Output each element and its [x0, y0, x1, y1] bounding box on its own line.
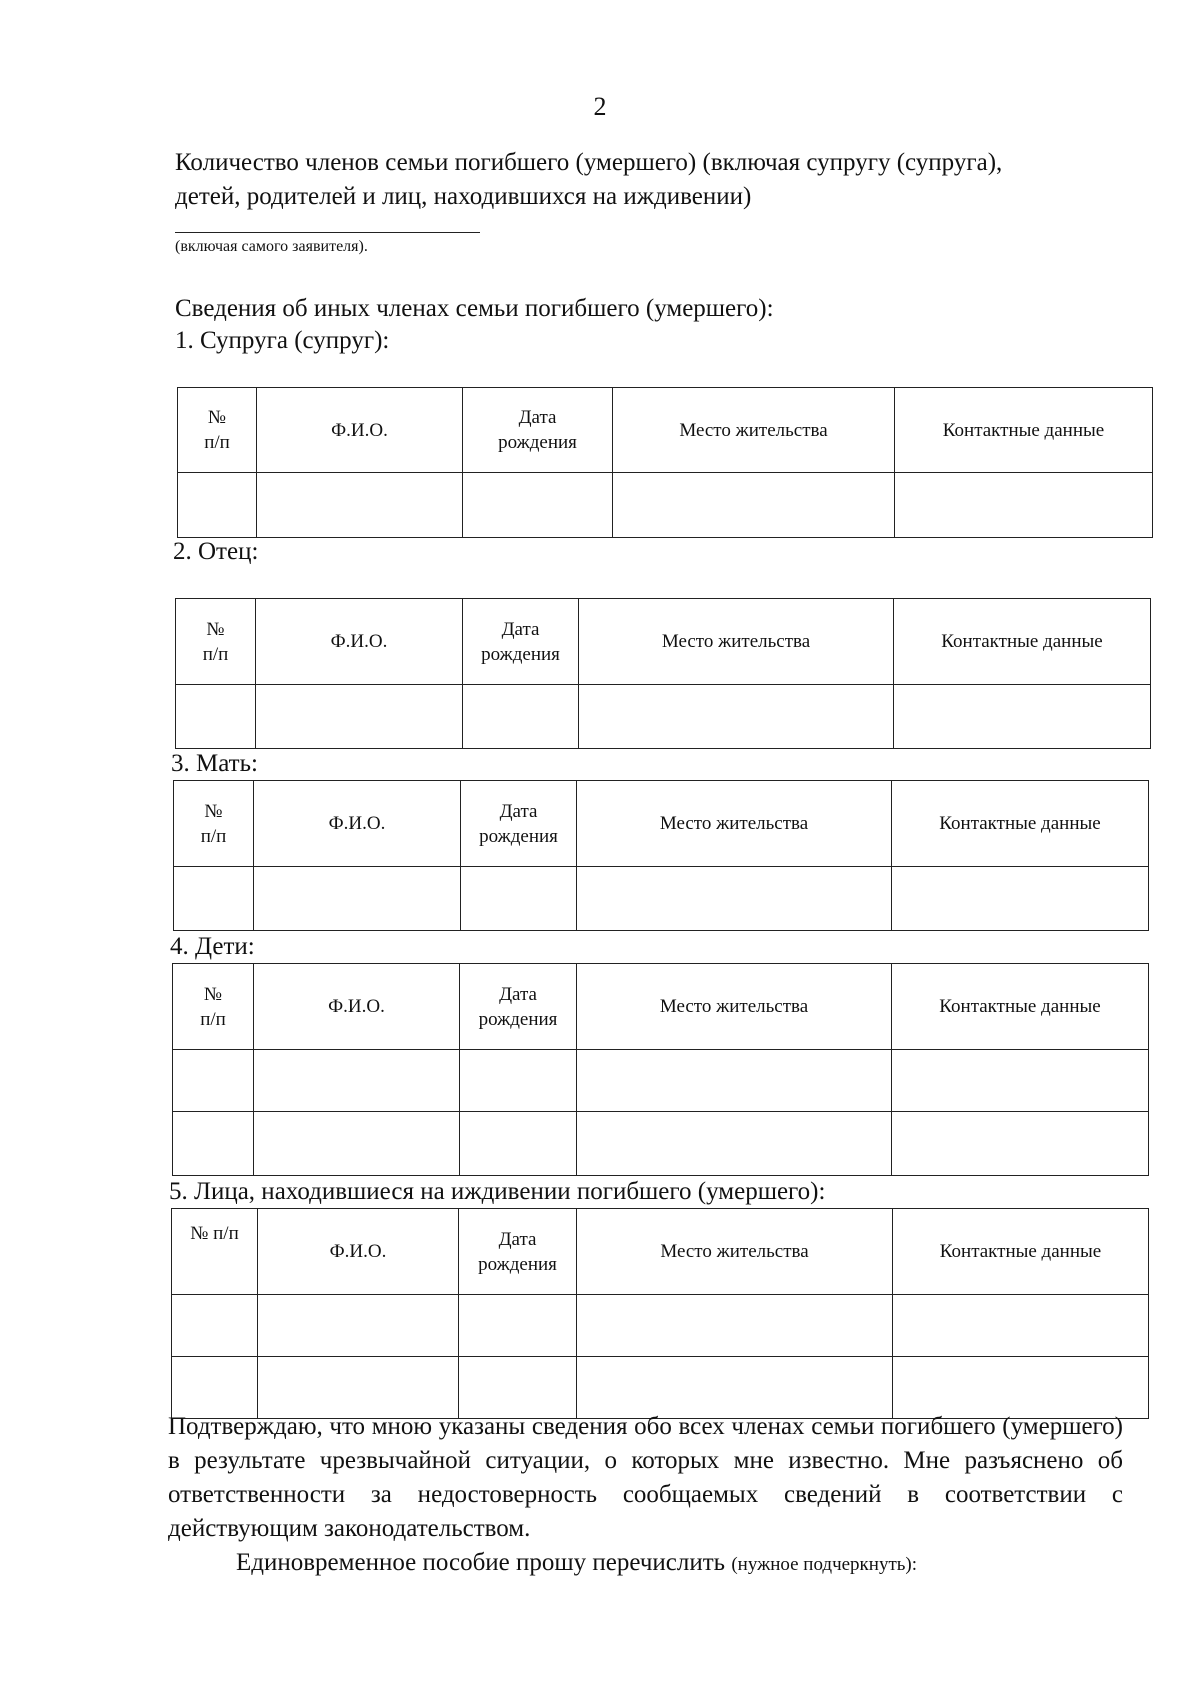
payment-text: Единовременное пособие прошу перечислить — [236, 1549, 726, 1576]
col-contacts-header: Контактные данные — [895, 388, 1153, 473]
num-pp: п/п — [204, 432, 230, 453]
dob-line-2: рождения — [479, 825, 558, 847]
num-cell[interactable] — [173, 1050, 254, 1112]
num-pp: п/п — [200, 1008, 226, 1030]
col-num-header — [178, 388, 257, 473]
table-row — [174, 867, 1149, 931]
fio-cell[interactable] — [258, 1295, 459, 1357]
col-fio-header: Ф.И.О. — [254, 964, 460, 1050]
table-row — [173, 1112, 1149, 1176]
dob-cell[interactable] — [463, 685, 579, 749]
col-num-header — [173, 964, 254, 1050]
address-cell[interactable] — [579, 685, 894, 749]
dob-line-1: Дата — [498, 1228, 537, 1250]
section-father-title: 2. Отец: — [173, 538, 259, 565]
address-cell[interactable] — [577, 867, 892, 931]
table-header-row — [173, 964, 1149, 1050]
col-contacts-header: Контактные данные — [892, 964, 1149, 1050]
family-count-blank[interactable] — [175, 232, 480, 233]
confirmation-paragraph — [168, 1410, 1123, 1546]
col-dob-header — [460, 964, 577, 1050]
section-dependents-title: 5. Лица, находившиеся на иждивении погибшего (умершего): — [169, 1178, 826, 1205]
num-cell[interactable] — [173, 1112, 254, 1176]
col-num-header — [176, 599, 256, 685]
spouse-table — [177, 387, 1153, 538]
dob-line-1: Дата — [518, 407, 557, 428]
intro-line-1: Количество членов семьи погибшего (умершего) (включая супругу (супруга), — [175, 149, 1003, 176]
num-cell[interactable] — [176, 685, 256, 749]
father-table — [175, 598, 1151, 749]
table-row — [173, 1050, 1149, 1112]
contacts-cell[interactable] — [895, 473, 1153, 538]
col-address-header: Место жительства — [577, 781, 892, 867]
dob-cell[interactable] — [459, 1295, 577, 1357]
fio-cell[interactable] — [257, 473, 463, 538]
col-fio-header: Ф.И.О. — [257, 388, 463, 473]
dob-line-1: Дата — [501, 618, 540, 640]
num-sign: № — [206, 618, 225, 640]
table-header-row — [172, 1209, 1149, 1295]
info-heading: Сведения об иных членах семьи погибшего (умершего): — [175, 295, 774, 322]
col-contacts-header: Контактные данные — [893, 1209, 1149, 1295]
col-address-header: Место жительства — [577, 964, 892, 1050]
col-contacts-header: Контактные данные — [894, 599, 1151, 685]
col-address-header: Место жительства — [613, 388, 895, 473]
table-row — [172, 1295, 1149, 1357]
col-address-header: Место жительства — [579, 599, 894, 685]
num-sign: № — [207, 407, 227, 428]
col-fio-header: Ф.И.О. — [258, 1209, 459, 1295]
section-children-title: 4. Дети: — [170, 933, 255, 960]
table-header-row — [178, 388, 1153, 473]
table-row — [176, 685, 1151, 749]
table-header-row — [176, 599, 1151, 685]
fio-cell[interactable] — [254, 1050, 460, 1112]
contacts-cell[interactable] — [893, 1295, 1149, 1357]
num-cell[interactable] — [174, 867, 254, 931]
col-address-header: Место жительства — [577, 1209, 893, 1295]
address-cell[interactable] — [613, 473, 895, 538]
dob-cell[interactable] — [461, 867, 577, 931]
payment-line — [236, 1546, 917, 1582]
col-dob-header — [463, 599, 579, 685]
num-cell[interactable] — [172, 1295, 258, 1357]
col-dob-header — [459, 1209, 577, 1295]
fio-cell[interactable] — [256, 685, 463, 749]
col-fio-header: Ф.И.О. — [254, 781, 461, 867]
intro-line-2: детей, родителей и лиц, находившихся на иждивении) — [175, 183, 752, 210]
dependents-table — [171, 1208, 1149, 1419]
dob-cell[interactable] — [460, 1050, 577, 1112]
col-contacts-header: Контактные данные — [892, 781, 1149, 867]
col-dob-header — [461, 781, 577, 867]
address-cell[interactable] — [577, 1050, 892, 1112]
contacts-cell[interactable] — [894, 685, 1151, 749]
col-dob-header — [463, 388, 613, 473]
num-cell[interactable] — [178, 473, 257, 538]
fio-cell[interactable] — [254, 1112, 460, 1176]
dob-line-2: рождения — [478, 1008, 558, 1030]
children-table — [172, 963, 1149, 1176]
section-spouse-title: 1. Супруга (супруг): — [175, 327, 390, 354]
payment-note: (нужное подчеркнуть): — [731, 1554, 918, 1575]
section-mother-title: 3. Мать: — [171, 750, 258, 777]
confirmation-text: Подтверждаю, что мною указаны сведения обо всех членах семьи погибшего (умершего) в результате чрезвычайной ситуации, о которых мне известно. Мне разъяснено об ответственности за недостоверность сообщаемых сведений в соответствии с действующим законодательством. — [168, 1413, 1123, 1542]
num-sign: № — [203, 983, 223, 1005]
table-row — [178, 473, 1153, 538]
address-cell[interactable] — [577, 1112, 892, 1176]
col-num-header: № п/п — [172, 1209, 258, 1295]
num-pp: п/п — [200, 825, 227, 847]
address-cell[interactable] — [577, 1295, 893, 1357]
contacts-cell[interactable] — [892, 867, 1149, 931]
dob-cell[interactable] — [463, 473, 613, 538]
dob-line-2: рождения — [478, 1253, 557, 1275]
dob-line-2: рождения — [498, 432, 577, 453]
col-fio-header: Ф.И.О. — [256, 599, 463, 685]
dob-cell[interactable] — [460, 1112, 577, 1176]
num-pp: п/п — [202, 643, 229, 665]
page-number: 2 — [593, 92, 607, 121]
contacts-cell[interactable] — [892, 1112, 1149, 1176]
table-header-row — [174, 781, 1149, 867]
dob-line-1: Дата — [499, 983, 537, 1005]
num-sign: № — [204, 800, 223, 822]
contacts-cell[interactable] — [892, 1050, 1149, 1112]
mother-table — [173, 780, 1149, 931]
dob-line-1: Дата — [499, 800, 538, 822]
blank-note: (включая самого заявителя). — [175, 238, 368, 255]
fio-cell[interactable] — [254, 867, 461, 931]
dob-line-2: рождения — [481, 643, 560, 665]
col-num-header — [174, 781, 254, 867]
